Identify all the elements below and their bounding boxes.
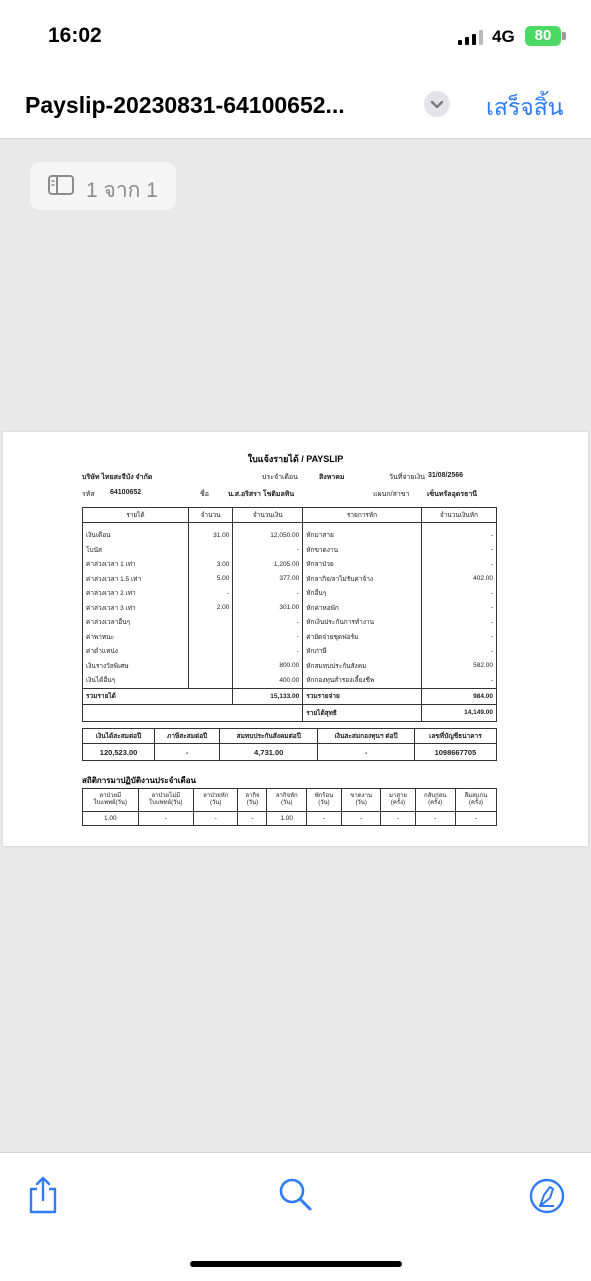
cell-qty [188,543,232,558]
cell-deduct-amount: 582.00 [421,659,496,674]
sum-val-2: 4,731.00 [220,744,318,761]
attendance-header [306,789,341,812]
markup-icon[interactable] [528,1177,566,1215]
pay-date-value: 31/08/2566 [428,472,464,479]
attendance-header-line: ลากิจ [245,793,260,799]
pay-date-label: วันที่จ่ายเงิน [389,474,426,481]
battery-tip [562,32,566,40]
cell-deduct-amount: - [421,673,496,688]
cell-amount: 400.00 [233,673,303,688]
cell-qty [188,644,232,659]
chevron-down-icon[interactable] [424,91,450,117]
status-bar [0,0,591,72]
company-name: บริษัท ไทยสะจีบัง จำกัด [82,474,153,481]
attendance-header [194,789,238,812]
code-label: รหัส [82,491,95,498]
attendance-value: - [381,812,415,826]
col-deduct-amount: จำนวนเงินหัก [421,508,496,523]
cell-qty [188,615,232,630]
month-value: สิงหาคม [319,474,345,481]
attendance-value: - [138,812,194,826]
cell-deduct: หักกองทุนสำรองเลี้ยงชีพ [303,673,422,688]
cell-income: ค่าพาหนะ [83,630,189,645]
sum-val-3: - [318,744,415,761]
name-value: น.ส.อริสรา โชติมลทิน [228,491,295,498]
cell-deduct-amount: - [421,644,496,659]
cell-amount: 377.00 [233,572,303,587]
cell-deduct: หักภาษี [303,644,422,659]
cell-amount: - [233,586,303,601]
col-deduct: รายการหัก [303,508,422,523]
cell-income: เงินรางวัลพิเศษ [83,659,189,674]
cell-qty: 2.00 [188,601,232,616]
attendance-value: - [415,812,455,826]
sidebar-icon [48,175,74,195]
payslip-title: ใบแจ้งรายได้ / PAYSLIP [247,454,344,464]
cell-qty: 31.00 [188,523,232,543]
sum-head-3: เงินสะสมกองทุนฯ ต่อปี [318,729,415,744]
sum-val-1: - [155,744,220,761]
earnings-deductions-table [82,507,497,722]
attendance-header [267,789,306,812]
attendance-header-line: (วัน) [318,800,330,806]
status-time: 16:02 [48,24,102,47]
cell-income: ค่าล่วงเวลา 2 เท่า [83,586,189,601]
attendance-header [341,789,380,812]
search-icon[interactable] [278,1177,314,1213]
sum-head-2: สมทบประกันสังคมต่อปี [220,729,318,744]
stats-title: สถิติการมาปฏิบัติงานประจำเดือน [82,776,196,785]
attendance-table [82,788,497,826]
attendance-header [138,789,194,812]
cell-amount: - [233,644,303,659]
table-row [83,572,497,587]
cell-income: ค่าล่วงเวลา 3 เท่า [83,601,189,616]
sum-head-1: ภาษีสะสมต่อปี [155,729,220,744]
cell-qty: 5.00 [188,572,232,587]
col-amount: จำนวนเงิน [233,508,303,523]
cell-income: ค่าตำแหน่ง [83,644,189,659]
net-spacer [83,704,303,721]
cell-amount: 12,050.00 [233,523,303,543]
sum-val-0: 120,523.00 [83,744,155,761]
home-indicator [190,1261,402,1267]
dept-value: เซ็นทรัลอุดรธานี [427,491,478,498]
sum-head-0: เงินได้สะสมต่อปี [83,729,155,744]
cell-income: ค่าล่วงเวลา 1.5 เท่า [83,572,189,587]
document-title: Payslip-20230831-64100652... [25,92,345,118]
cell-deduct: หักลากิจ/ลาไม่รับค่าจ้าง [303,572,422,587]
attendance-header [415,789,455,812]
month-label: ประจำเดือน [262,474,298,481]
sum-head-4: เลขที่บัญชีธนาคาร [414,729,496,744]
table-row [83,630,497,645]
table-row [83,673,497,688]
attendance-header-line: ขาดงาน [350,793,373,799]
cell-income: ค่าล่วงเวลาอื่นๆ [83,615,189,630]
cell-amount: 800.00 [233,659,303,674]
attendance-value: - [341,812,380,826]
cell-income: โบนัส [83,543,189,558]
table-row [83,523,497,543]
cell-deduct-amount: - [421,615,496,630]
attendance-header-row [83,789,497,812]
total-row [83,688,497,704]
attendance-header-line: มาสาย [389,793,407,799]
attendance-header [455,789,496,812]
total-deduct-label: รวมรายจ่าย [303,688,422,704]
cell-amount: 301.00 [233,601,303,616]
cell-amount: - [233,630,303,645]
attendance-header-line: (วัน) [280,800,293,806]
attendance-value: - [306,812,341,826]
table-row [83,601,497,616]
attendance-value: - [194,812,238,826]
document-header [0,72,591,139]
cell-qty: 3.00 [188,557,232,572]
cell-qty [188,630,232,645]
cell-amount: - [233,615,303,630]
code-value: 64100652 [110,489,142,496]
attendance-value: - [455,812,496,826]
attendance-value: 1.00 [267,812,306,826]
attendance-header-line: ลืมสแกน [464,793,488,799]
sum-val-4: 1098667705 [414,744,496,761]
cell-deduct: หักขาดงาน [303,543,422,558]
attendance-header-line: พักร้อน [314,793,334,799]
cell-deduct-amount: - [421,586,496,601]
signal-icon [458,30,484,45]
cell-income: ค่าล่วงเวลา 1 เท่า [83,557,189,572]
net-label: รายได้สุทธิ [303,704,422,721]
cell-income: เงินได้อื่นๆ [83,673,189,688]
page-indicator[interactable] [30,162,176,210]
total-deduct: 984.00 [421,688,496,704]
cell-deduct-amount: - [421,543,496,558]
payslip-page [3,432,588,846]
net-value: 14,149.00 [421,704,496,721]
cell-income: เงินเดือน [83,523,189,543]
attendance-header-line: ลาป่วยหัก [203,793,229,799]
attendance-header-line: ลากิจหัก [275,793,298,799]
attendance-header-line: (วัน) [209,800,222,806]
attendance-header-line: (ครั้ง) [390,800,406,806]
cell-qty [188,673,232,688]
attendance-value: - [238,812,267,826]
cell-deduct: หักลาป่วย [303,557,422,572]
attendance-header [83,789,139,812]
cell-amount: 1,205.00 [233,557,303,572]
table-row [83,557,497,572]
net-row [83,704,497,721]
attendance-header-line: ลาป่วยมี [99,793,122,799]
cell-amount: - [233,543,303,558]
attendance-header-line: กลับก่อน [423,793,447,799]
name-label: ชื่อ [200,491,209,498]
total-income: 15,133.00 [233,688,303,704]
cell-deduct: หักอื่นๆ [303,586,422,601]
share-icon[interactable] [26,1175,60,1215]
attendance-header-line: ใบแพทย์(วัน) [149,800,183,806]
cell-qty [188,659,232,674]
attendance-header-line: (วัน) [246,800,259,806]
attendance-value: 1.00 [83,812,139,826]
total-income-label: รวมรายได้ [83,688,233,704]
cell-deduct-amount: - [421,523,496,543]
table-row [83,543,497,558]
annual-summary-table [82,728,497,761]
cell-deduct-amount: 402.00 [421,572,496,587]
table-row [83,659,497,674]
cell-deduct-amount: - [421,557,496,572]
col-qty: จำนวน [188,508,232,523]
cell-deduct: หักค่าหอพัก [303,601,422,616]
attendance-header [381,789,415,812]
table-row [83,586,497,601]
table-row [83,644,497,659]
cell-deduct: หักสมทบประกันสังคม [303,659,422,674]
attendance-header-line: (ครั้ง) [428,800,443,806]
attendance-header-line: (วัน) [355,800,367,806]
cell-qty: - [188,586,232,601]
cell-deduct: หักมาสาย [303,523,422,543]
done-button[interactable]: เสร็จสิ้น [486,94,564,120]
cell-deduct: หักเงินประกันการทำงาน [303,615,422,630]
cell-deduct: ค่ายัดจ่ายชุดฟอร์ม [303,630,422,645]
page-indicator-label: 1 จาก 1 [86,179,158,202]
cell-deduct-amount: - [421,601,496,616]
attendance-header-line: ใบแพทย์(วัน) [93,800,128,806]
cell-deduct-amount: - [421,630,496,645]
dept-label: แผนก/สาขา [373,491,410,498]
table-row [83,615,497,630]
network-type: 4G [492,27,515,46]
battery-icon: 80 [525,26,561,46]
attendance-value-row [83,812,497,826]
attendance-header [238,789,267,812]
attendance-header-line: (ครั้ง) [468,800,484,806]
attendance-header-line: ลาป่วยไม่มี [151,793,181,799]
col-income: รายได้ [83,508,189,523]
